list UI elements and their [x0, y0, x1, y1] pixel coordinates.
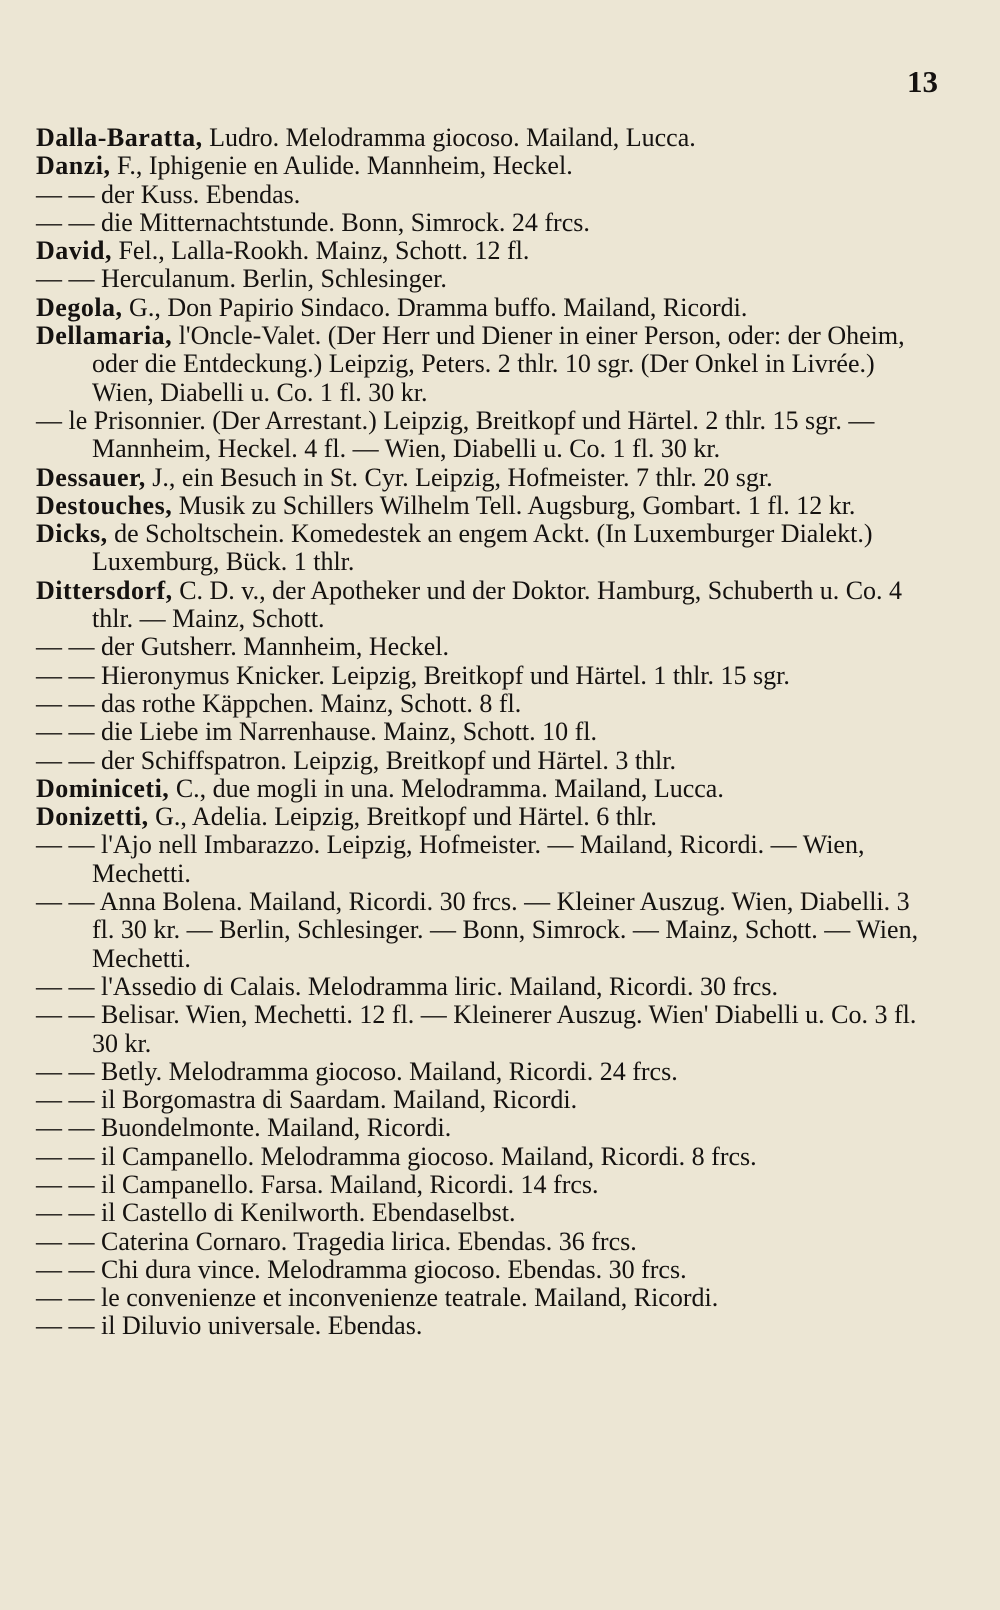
- composer-name: Dittersdorf,: [36, 575, 173, 605]
- entry-text: — — Betly. Melodramma giocoso. Mailand, Ricordi. 24 frcs.: [36, 1056, 678, 1086]
- catalog-entry: [36, 294, 936, 322]
- catalog-entry: [36, 1058, 936, 1086]
- catalog-entry: [36, 1312, 936, 1340]
- entry-text: — — Hieronymus Knicker. Leipzig, Breitkopf und Härtel. 1 thlr. 15 sgr.: [36, 660, 790, 690]
- entry-text: — — il Castello di Kenilworth. Ebendaselbst.: [36, 1198, 516, 1228]
- catalog-entry: [36, 1284, 936, 1312]
- entry-text: G., Adelia. Leipzig, Breitkopf und Härtel. 6 thlr.: [148, 802, 657, 832]
- entry-text: — — Anna Bolena. Mailand, Ricordi. 30 frcs. — Kleiner Auszug. Wien, Diabelli. 3 fl. 30 kr. — Berlin, Schlesinger. — Bonn, Simrock. — Mainz, Schott. — Wien, Mechetti.: [36, 887, 925, 973]
- catalog-entry: [36, 407, 936, 464]
- composer-name: Dessauer,: [36, 462, 146, 492]
- composer-name: Degola,: [36, 292, 123, 322]
- entry-text: de Scholtschein. Komedestek an engem Ackt. (In Luxemburger Dialekt.) Luxemburg, Bück. 1 thlr.: [92, 519, 879, 577]
- catalog-entry: [36, 747, 936, 775]
- entry-text: — — il Borgomastra di Saardam. Mailand, Ricordi.: [36, 1085, 578, 1115]
- composer-name: Dalla-Baratta,: [36, 123, 203, 152]
- entry-text: — — Belisar. Wien, Mechetti. 12 fl. — Kleinerer Auszug. Wien' Diabelli u. Co. 3 fl. 30 kr.: [36, 1000, 923, 1058]
- composer-name: Dicks,: [36, 519, 108, 549]
- entry-text: — — das rothe Käppchen. Mainz, Schott. 8 fl.: [36, 688, 522, 718]
- entry-text: — — l'Assedio di Calais. Melodramma liric. Mailand, Ricordi. 30 frcs.: [36, 971, 778, 1001]
- catalog-entry: [36, 1114, 936, 1142]
- composer-name: David,: [36, 236, 112, 266]
- entry-text: l'Oncle-Valet. (Der Herr und Diener in einer Person, oder: der Oheim, oder die Entdeckung.) Leipzig, Peters. 2 thlr. 10 sgr. (Der Onkel in Livrée.) Wien, Diabelli u. Co. 1 fl. 30 kr.: [92, 321, 912, 407]
- catalog-entry: [36, 1256, 936, 1284]
- catalog-entry: [36, 690, 936, 718]
- entry-text: Ludro. Melodramma giocoso. Mailand, Lucca.: [202, 123, 696, 152]
- entry-text: — — l'Ajo nell Imbarazzo. Leipzig, Hofmeister. — Mailand, Ricordi. — Wien, Mechetti.: [36, 830, 871, 888]
- composer-name: Dellamaria,: [36, 321, 173, 351]
- catalog-entry: [36, 237, 936, 265]
- catalog-entry: [36, 124, 936, 152]
- catalog-entry: [36, 775, 936, 803]
- catalog-entry: [36, 1086, 936, 1114]
- catalog-entry: [36, 1001, 936, 1058]
- entry-text: — — le convenienze et inconvenienze teatrale. Mailand, Ricordi.: [36, 1283, 719, 1313]
- catalog-entry: [36, 577, 936, 634]
- catalog-entry: [36, 265, 936, 293]
- composer-name: Destouches,: [36, 490, 173, 520]
- entry-text: — — il Campanello. Farsa. Mailand, Ricordi. 14 frcs.: [36, 1169, 599, 1199]
- page-number: 13: [907, 64, 938, 99]
- catalog-entry: [36, 492, 936, 520]
- entry-text: — — Buondelmonte. Mailand, Ricordi.: [36, 1113, 452, 1143]
- catalog-entry: [36, 464, 936, 492]
- composer-name: Danzi,: [36, 151, 111, 181]
- catalog-entry: [36, 209, 936, 237]
- catalog-entry: [36, 181, 936, 209]
- entry-text: — — Caterina Cornaro. Tragedia lirica. Ebendas. 36 frcs.: [36, 1226, 637, 1256]
- entry-text: J., ein Besuch in St. Cyr. Leipzig, Hofmeister. 7 thlr. 20 sgr.: [145, 462, 773, 492]
- entry-text: C. D. v., der Apotheker und der Doktor. Hamburg, Schuberth u. Co. 4 thlr. — Mainz, Schott.: [92, 575, 909, 634]
- entry-text: C., due mogli in una. Melodramma. Mailand, Lucca.: [169, 773, 724, 803]
- catalog-entry: [36, 718, 936, 746]
- entry-text: F., Iphigenie en Aulide. Mannheim, Heckel.: [110, 151, 573, 181]
- composer-name: Dominiceti,: [36, 773, 170, 803]
- catalog-entry: [36, 1171, 936, 1199]
- catalog-entry: [36, 831, 936, 888]
- entry-text: Musik zu Schillers Wilhelm Tell. Augsburg, Gombart. 1 fl. 12 kr.: [172, 490, 856, 520]
- catalog-entry: [36, 520, 936, 577]
- entry-text: Fel., Lalla-Rookh. Mainz, Schott. 12 fl.: [111, 236, 530, 266]
- catalog-entry: [36, 1143, 936, 1171]
- catalog-entry: [36, 1228, 936, 1256]
- catalog-entry: [36, 973, 936, 1001]
- catalog-entries: [36, 124, 936, 1341]
- catalog-entry: [36, 633, 936, 661]
- catalog-entry: [36, 322, 936, 407]
- entry-text: — — die Liebe im Narrenhause. Mainz, Schott. 10 fl.: [36, 717, 598, 747]
- entry-text: — — die Mitternachtstunde. Bonn, Simrock. 24 frcs.: [36, 207, 590, 237]
- catalog-entry: [36, 803, 936, 831]
- catalog-entry: [36, 1199, 936, 1227]
- composer-name: Donizetti,: [36, 802, 149, 832]
- entry-text: — — der Gutsherr. Mannheim, Heckel.: [36, 632, 450, 662]
- entry-text: — — Chi dura vince. Melodramma giocoso. Ebendas. 30 frcs.: [36, 1254, 687, 1284]
- entry-text: G., Don Papirio Sindaco. Dramma buffo. Mailand, Ricordi.: [122, 292, 748, 322]
- entry-text: — — il Diluvio universale. Ebendas.: [36, 1311, 423, 1341]
- entry-text: — — der Kuss. Ebendas.: [36, 179, 301, 209]
- entry-text: — le Prisonnier. (Der Arrestant.) Leipzig, Breitkopf und Härtel. 2 thlr. 15 sgr. — Mannheim, Heckel. 4 fl. — Wien, Diabelli u. Co. 1 fl. 30 kr.: [36, 405, 881, 464]
- catalog-entry: [36, 152, 936, 180]
- entry-text: — — Herculanum. Berlin, Schlesinger.: [36, 264, 447, 294]
- entry-text: — — il Campanello. Melodramma giocoso. Mailand, Ricordi. 8 frcs.: [36, 1141, 757, 1171]
- entry-text: — — der Schiffspatron. Leipzig, Breitkopf und Härtel. 3 thlr.: [36, 745, 676, 775]
- catalog-entry: [36, 888, 936, 973]
- catalog-entry: [36, 662, 936, 690]
